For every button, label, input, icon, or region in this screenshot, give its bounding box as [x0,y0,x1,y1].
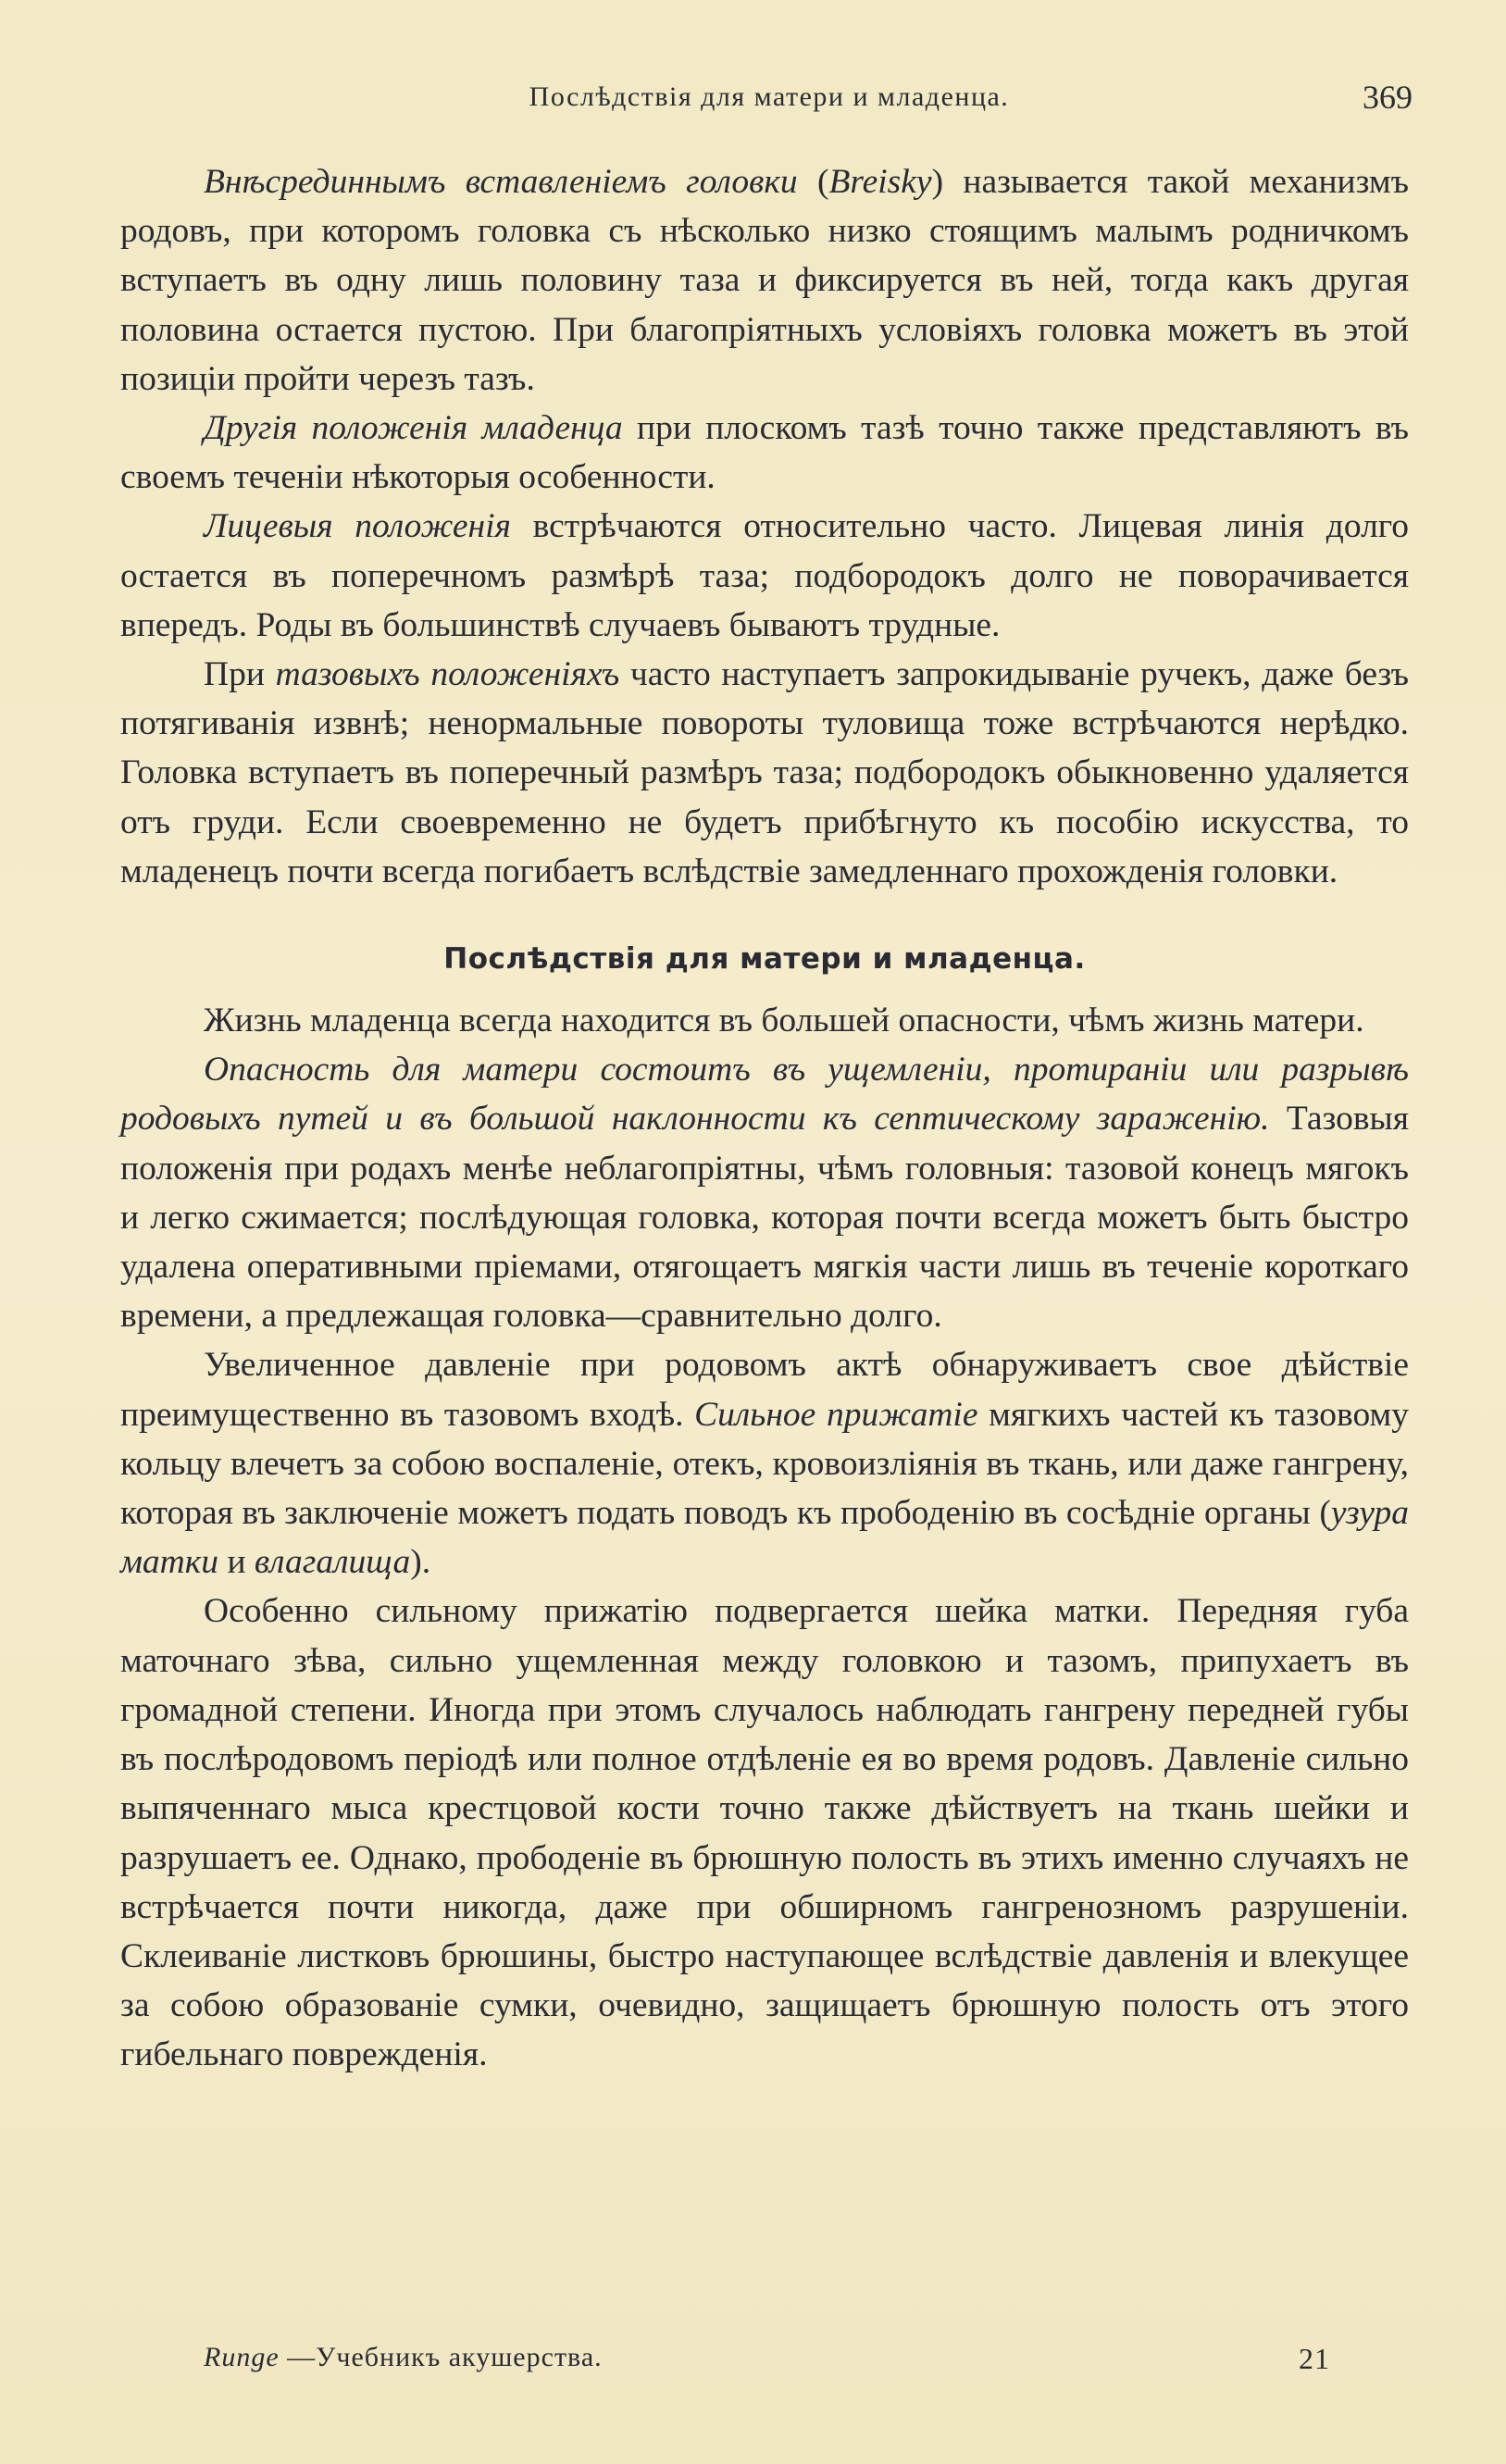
paragraph [120,1340,1409,1587]
paragraph [120,502,1409,650]
italic-text: Сильное прижатіе [694,1395,978,1434]
paragraph [120,1045,1409,1340]
italic-text: тазовыхъ положеніяхъ [275,655,620,694]
italic-text: влагалища [254,1543,411,1582]
text-run: встрѣчаются относительно часто. Лицевая линія долго остается въ поперечномъ размѣрѣ таза; подбородокъ долго не поворачивается впередъ. Роды въ большинствѣ случаевъ бываютъ трудные. [120,507,1409,644]
italic-text: Лицевыя положенія [204,507,511,546]
italic-text: Опасность для матери состоитъ въ ущемленіи, протираніи или разрывѣ родовыхъ путей и въ большой наклонности къ септическому зараженію. [120,1051,1409,1139]
page-number: 369 [1363,79,1413,116]
paragraph [120,996,1409,1045]
text-run: При [204,655,276,694]
text-run: часто наступаетъ запрокидываніе ручекъ, даже безъ потягиванія извнѣ; ненормальные повороты туловища тоже встрѣчаются нерѣдко. Головка вступаетъ въ поперечный размѣръ таза; подбородокъ обыкновенно удаляется отъ груди. Если своевременно не будетъ прибѣгнуто къ пособію искусства, то младенецъ почти всегда погибаетъ вслѣдствіе замедленнаго прохожденія головки. [120,655,1409,890]
paragraph [120,157,1409,404]
italic-text: Внѣсрединнымъ вставленіемъ головки [204,163,798,201]
footer-signature-line [204,2342,1330,2388]
paragraph [120,404,1409,502]
paragraph-group-after [120,996,1409,2079]
text-run: ( [797,163,829,201]
running-header [120,72,1418,128]
italic-text: узура матки [120,1494,1409,1582]
footer-book-title: —Учебникъ акушерства. [279,2342,603,2372]
text-run: ) называется такой механизмъ родовъ, при которомъ головка съ нѣсколько низко стоящимъ малымъ родничкомъ вступаетъ въ одну лишь половину таза и фиксируется въ ней, тогда какъ другая половина остается пустою. При благопріятныхъ условіяхъ головка можетъ въ этой позиціи пройти черезъ тазъ. [120,163,1409,398]
text-run: Особенно сильному прижатію подвергается шейка матки. Передняя губа маточнаго зѣва, сильно ущемленная между головкою и тазомъ, припухаетъ въ громадной степени. Иногда при этомъ случалось наблюдать гангрену передней губы въ послѣродовомъ періодѣ или полное отдѣленіе ея во время родовъ. Давленіе сильно выпяченнаго мыса крестцовой кости точно также дѣйствуетъ на ткань шейки и разрушаетъ ее. Однако, прободеніе въ брюшную полость въ этихъ именно случаяхъ не встрѣчается почти никогда, даже при обширномъ гангренозномъ разрушеніи. Склеиваніе листковъ брюшины, быстро наступающее вслѣдствіе давленія и влекущее за собою образованіе сумки, очевидно, защищаетъ брюшную полость отъ этого гибельнаго поврежденія. [120,1592,1409,2074]
text-run: Тазовыя положенія при родахъ менѣе неблагопріятны, чѣмъ головныя: тазовой конецъ мягокъ и легко сжимается; послѣдующая головка, которая почти всегда можетъ быть быстро удалена оперативными пріемами, отягощаетъ мягкія части лишь въ теченіе короткаго времени, а предлежащая головка—сравнительно долго. [120,1100,1409,1336]
text-run: Жизнь младенца всегда находится въ большей опасности, чѣмъ жизнь матери. [204,1002,1364,1040]
running-header-title: Послѣдствія для матери и младенца. [529,81,1010,112]
text-run: при плоскомъ тазѣ точно также представляютъ въ своемъ теченіи нѣкоторыя особенности. [120,409,1409,497]
section-heading: Послѣдствія для матери и младенца. [443,942,1086,977]
paragraph [120,1587,1409,2079]
footer-signature [204,2342,603,2373]
text-run: ). [410,1543,431,1582]
italic-text: Другія положенія младенца [204,409,623,448]
text-run: Увеличенное давленіе при родовомъ актѣ обнаруживаетъ свое дѣйствіе преимущественно въ тазовомъ входѣ. [120,1346,1409,1434]
text-run: и [218,1543,255,1582]
italic-text: Breisky [828,163,932,201]
paragraph-group-before [120,157,1409,896]
text-run: мягкихъ частей къ тазовому кольцу влечетъ за собою воспаленіе, отекъ, кровоизліянія въ ткань, или даже гангрену, которая въ заключеніе можетъ подать поводъ къ прободенію въ сосѣдніе органы ( [120,1395,1409,1533]
sheet-number: 21 [1299,2342,1330,2375]
paragraph [120,650,1409,896]
footer-author: Runge [204,2342,280,2372]
page-body [120,157,1409,2080]
